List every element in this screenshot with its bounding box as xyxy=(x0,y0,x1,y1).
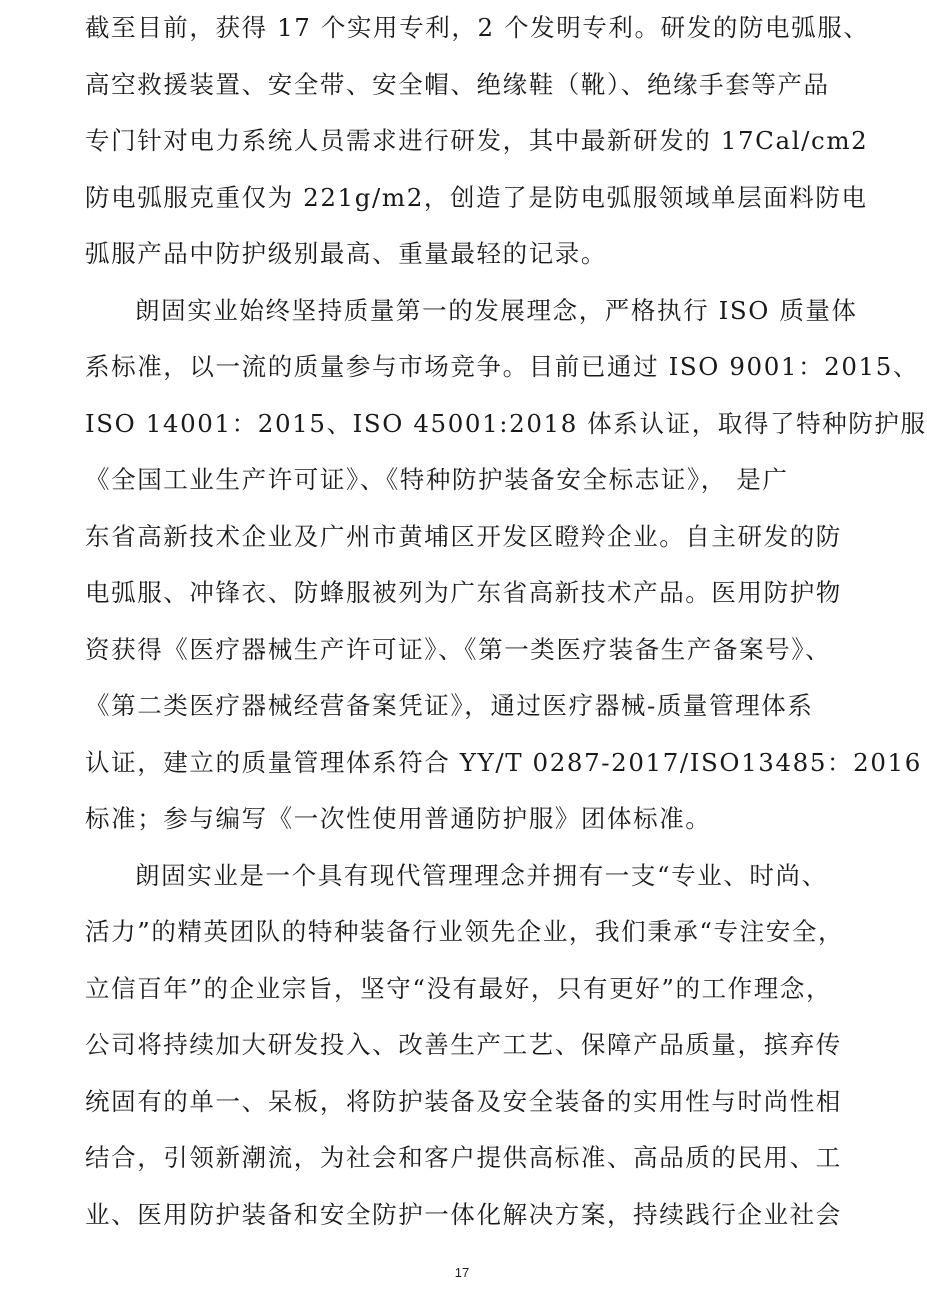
paragraph-line: 公司将持续加大研发投入、改善生产工艺、保障产品质量，摈弃传 xyxy=(85,1030,842,1059)
paragraph-line: 东省高新技术企业及广州市黄埔区开发区瞪羚企业。自主研发的防 xyxy=(85,522,842,551)
paragraph-line: 朗固实业始终坚持质量第一的发展理念，严格执行 ISO 质量体 xyxy=(135,296,858,325)
paragraph-line: 结合，引领新潮流，为社会和客户提供高标准、高品质的民用、工 xyxy=(85,1143,842,1172)
paragraph-line: ISO 14001：2015、ISO 45001:2018 体系认证，取得了特种防护服 xyxy=(85,409,927,438)
paragraph-line: 认证，建立的质量管理体系符合 YY/T 0287-2017/ISO13485：2016 xyxy=(85,748,922,777)
paragraph-line: 电弧服、冲锋衣、防蜂服被列为广东省高新技术产品。医用防护物 xyxy=(85,578,842,607)
page-number: 17 xyxy=(454,1265,470,1280)
paragraph-line: 资获得《医疗器械生产许可证》、《第一类医疗装备生产备案号》、 xyxy=(85,635,832,664)
paragraph-line: 系标准，以一流的质量参与市场竞争。目前已通过 ISO 9001：2015、 xyxy=(85,352,920,381)
paragraph-line: 业、医用防护装备和安全防护一体化解决方案，持续践行企业社会 xyxy=(85,1200,842,1229)
paragraph-line: 朗固实业是一个具有现代管理理念并拥有一支“专业、时尚、 xyxy=(135,861,828,890)
paragraph-line: 统固有的单一、呆板，将防护装备及安全装备的实用性与时尚性相 xyxy=(85,1087,842,1116)
paragraph-line: 截至目前，获得 17 个实用专利，2 个发明专利。研发的防电弧服、 xyxy=(85,13,870,42)
paragraph-line: 高空救援装置、安全带、安全帽、绝缘鞋（靴）、绝缘手套等产品 xyxy=(85,70,830,99)
paragraph-line: 标准；参与编写《一次性使用普通防护服》团体标准。 xyxy=(85,804,712,833)
paragraph-line: 弧服产品中防护级别最高、重量最轻的记录。 xyxy=(85,239,607,268)
paragraph-line: 《全国工业生产许可证》、《特种防护装备安全标志证》， 是广 xyxy=(85,465,789,494)
paragraph-line: 《第二类医疗器械经营备案凭证》，通过医疗器械-质量管理体系 xyxy=(85,691,814,720)
paragraph-line: 活力”的精英团队的特种装备行业领先企业，我们秉承“专注安全， xyxy=(85,917,845,946)
paragraph-line: 专门针对电力系统人员需求进行研发，其中最新研发的 17Cal/cm2 xyxy=(85,126,869,155)
paragraph-line: 防电弧服克重仅为 221g/m2，创造了是防电弧服领域单层面料防电 xyxy=(85,183,868,212)
paragraph-line: 立信百年”的企业宗旨，坚守“没有最好，只有更好”的工作理念， xyxy=(85,974,833,1003)
